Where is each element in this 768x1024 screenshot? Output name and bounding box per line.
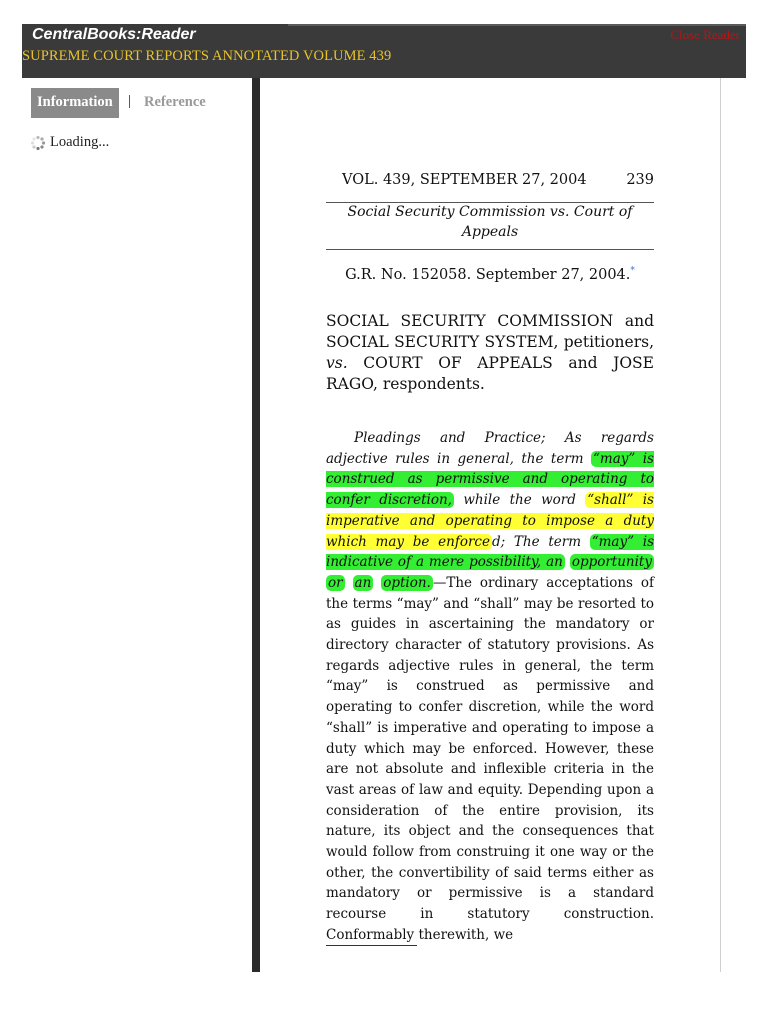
gr-number-text: G.R. No. 152058. September 27, 2004.	[345, 266, 631, 283]
syllabus-text: Pleadings and Practice; As regards adjective rules in general, the term	[326, 430, 654, 467]
running-head	[326, 172, 654, 194]
loading-indicator	[30, 134, 109, 151]
syllabus-text: while the word	[453, 492, 586, 509]
highlight-green[interactable]: “may” is construed as permissive and operating to confer discretion,	[326, 450, 654, 509]
highlight-green[interactable]: option.	[383, 574, 431, 591]
gr-number	[326, 266, 654, 283]
caption-bottom-rule	[326, 249, 654, 250]
highlight-green[interactable]: opportunity	[571, 554, 652, 571]
tab-separator: |	[128, 93, 132, 109]
footnote-marker[interactable]: *	[630, 266, 635, 276]
panel-divider[interactable]	[252, 78, 260, 972]
syllabus-paragraph	[326, 428, 654, 946]
parties-versus: vs.	[326, 354, 348, 372]
highlight-yellow[interactable]: “shall” is imperative and operating to impose a duty which may be enforce	[326, 492, 654, 550]
close-reader-link[interactable]: Close Reader	[670, 27, 740, 42]
tab-reference[interactable]: Reference	[144, 94, 206, 110]
parties-petitioners: SOCIAL SECURITY COMMISSION and SOCIAL SECURITY SYSTEM, petitioners,	[326, 312, 654, 351]
tab-information[interactable]: Information	[31, 88, 119, 118]
highlight-green[interactable]: an	[354, 574, 372, 591]
footnote-rule	[326, 945, 417, 946]
case-caption: Social Security Commission vs. Court of Appeals	[347, 204, 633, 240]
case-parties	[326, 311, 654, 395]
page-number: 239	[626, 172, 654, 188]
page-right-edge	[720, 78, 721, 972]
loading-text: Loading...	[50, 134, 110, 150]
parties-respondents: COURT OF APPEALS and JOSE RAGO, respondents.	[326, 354, 654, 393]
header-accent	[288, 24, 746, 26]
running-head-title: VOL. 439, SEPTEMBER 27, 2004	[342, 172, 587, 188]
highlight-green[interactable]: “may” is indicative of a mere possibility, an	[326, 533, 654, 571]
syllabus-text: d; The term	[491, 533, 590, 550]
spinner-icon	[30, 135, 46, 151]
highlight-green[interactable]: or	[328, 574, 343, 591]
volume-title: SUPREME COURT REPORTS ANNOTATED VOLUME 439	[22, 48, 392, 64]
app-title: CentralBooks:Reader	[32, 26, 196, 43]
sidebar	[22, 78, 252, 1024]
reader-header	[22, 24, 746, 78]
syllabus-body: —The ordinary acceptations of the terms “may” and “shall” may be resorted to as guides in ascertaining the mandatory or directory character of statutory provisions. As regards adjective rules in general, the term “may” is construed as permissive and operating to confer discretion, while the word “shall” is imperative and operating to impose a duty which may be enforced. However, these are not absolute and inflexible criteria in the vast areas of law and equity. Depending upon a consideration of the entire provision, its nature, its object and the consequences that would follow from construing it one way or the other, the convertibility of said terms either as mandatory or permissive is a standard recourse in statutory construction. Conformably therewith, we	[326, 574, 655, 943]
